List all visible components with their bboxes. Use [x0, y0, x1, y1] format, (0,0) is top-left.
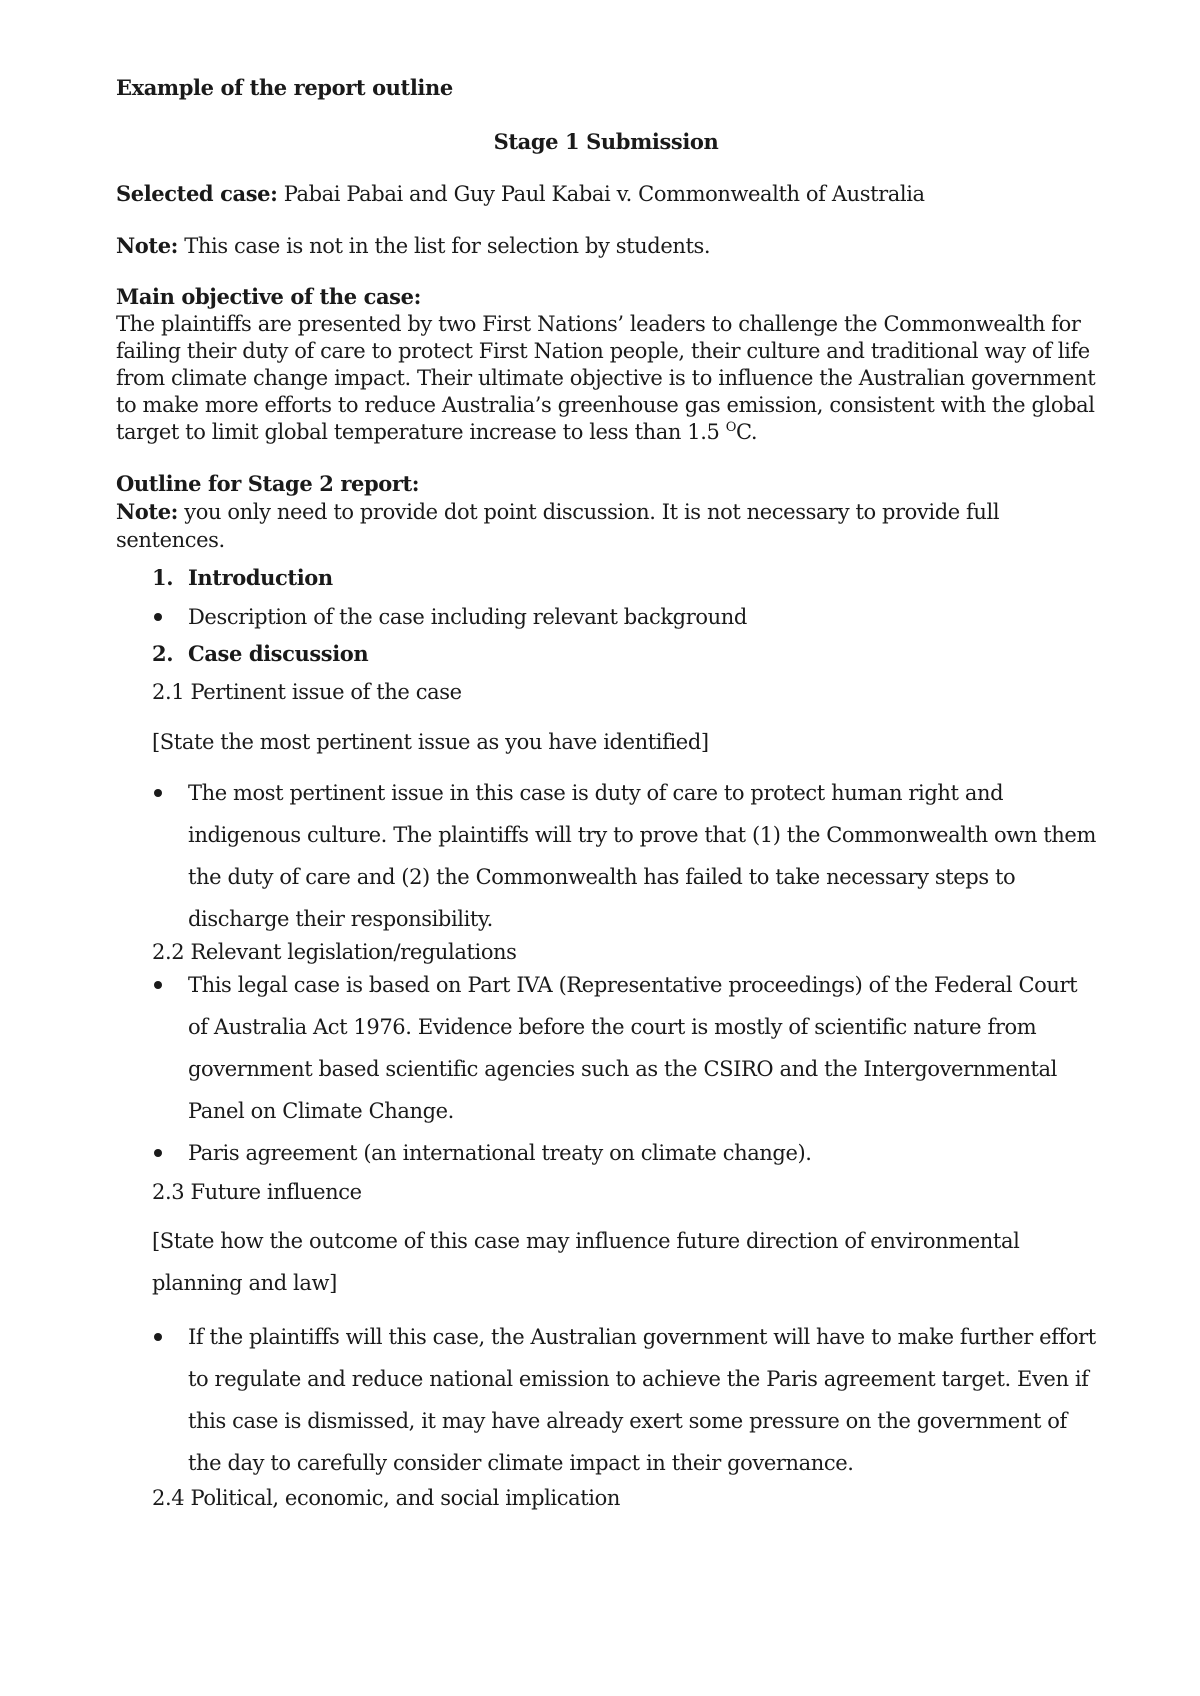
outline-note-text: you only need to provide dot point discussion. It is not necessary to provide full sentences. [116, 500, 1000, 552]
note-value: This case is not in the list for selection by students. [184, 234, 711, 258]
section-number: 1. [152, 565, 174, 590]
section-title: Introduction [188, 565, 333, 590]
section-introduction [116, 564, 1096, 592]
list-item: The most pertinent issue in this case is duty of care to protect human right and indigenous culture. The plaintiffs will try to prove that (1) the Commonwealth own them the duty of care and (2) the Commonwealth has failed to take necessary steps to discharge their responsibility. [116, 772, 1096, 940]
document-page [116, 74, 1096, 1512]
selected-case-value: Pabai Pabai and Guy Paul Kabai v. Commonwealth of Australia [283, 182, 925, 206]
outline-note-label: Note: [116, 499, 179, 524]
selected-case-line [116, 180, 1096, 208]
example-title: Example of the report outline [116, 75, 453, 100]
objective-body [116, 311, 1096, 446]
note-label: Note: [116, 233, 179, 258]
subsection-title: 2.4 Political, economic, and social implication [152, 1486, 620, 1510]
list-item: This legal case is based on Part IVA (Representative proceedings) of the Federal Court of Australia Act 1976. Evidence before the court is mostly of scientific nature from government based scientific agencies such as the CSIRO and the Intergovernmental Panel on Climate Change. [116, 964, 1096, 1132]
section-number: 2. [152, 641, 174, 666]
objective-heading: Main objective of the case: [116, 284, 421, 309]
subsection-prompt: [State how the outcome of this case may influence future direction of environmental planning and law] [152, 1229, 1020, 1295]
section-case-discussion [116, 640, 1096, 668]
objective-unit: C. [736, 420, 758, 444]
subsection-title: 2.2 Relevant legislation/regulations [152, 940, 517, 964]
subsection-prompt: [State the most pertinent issue as you have identified] [152, 730, 709, 754]
list-item: If the plaintiffs will this case, the Australian government will have to make further effort to regulate and reduce national emission to achieve the Paris agreement target. Even if this case is dismissed, it may have already exert some pressure on the government of the day to carefully consider climate impact in their governance. [116, 1316, 1096, 1484]
subsection-title: 2.1 Pertinent issue of the case [152, 680, 462, 704]
stage-title: Stage 1 Submission [493, 129, 719, 154]
outline-heading: Outline for Stage 2 report: [116, 471, 420, 496]
degree-superscript: O [725, 420, 737, 435]
subsection-title: 2.3 Future influence [152, 1180, 362, 1204]
objective-text: The plaintiffs are presented by two First Nations’ leaders to challenge the Commonwealth for failing their duty of care to protect First Nation people, their culture and traditional way of life from climate change impact. Their ultimate objective is to influence the Australian government to make more efforts to reduce Australia’s greenhouse gas emission, consistent with the global target to limit global temperature increase to less than 1.5 [116, 312, 1096, 444]
list-item: Paris agreement (an international treaty on climate change). [116, 1132, 1096, 1174]
list-item: Description of the case including relevant background [116, 596, 1096, 638]
selected-case-label: Selected case: [116, 181, 278, 206]
note-line [116, 232, 1096, 260]
section-title: Case discussion [188, 641, 369, 666]
outline-note [116, 498, 1096, 554]
